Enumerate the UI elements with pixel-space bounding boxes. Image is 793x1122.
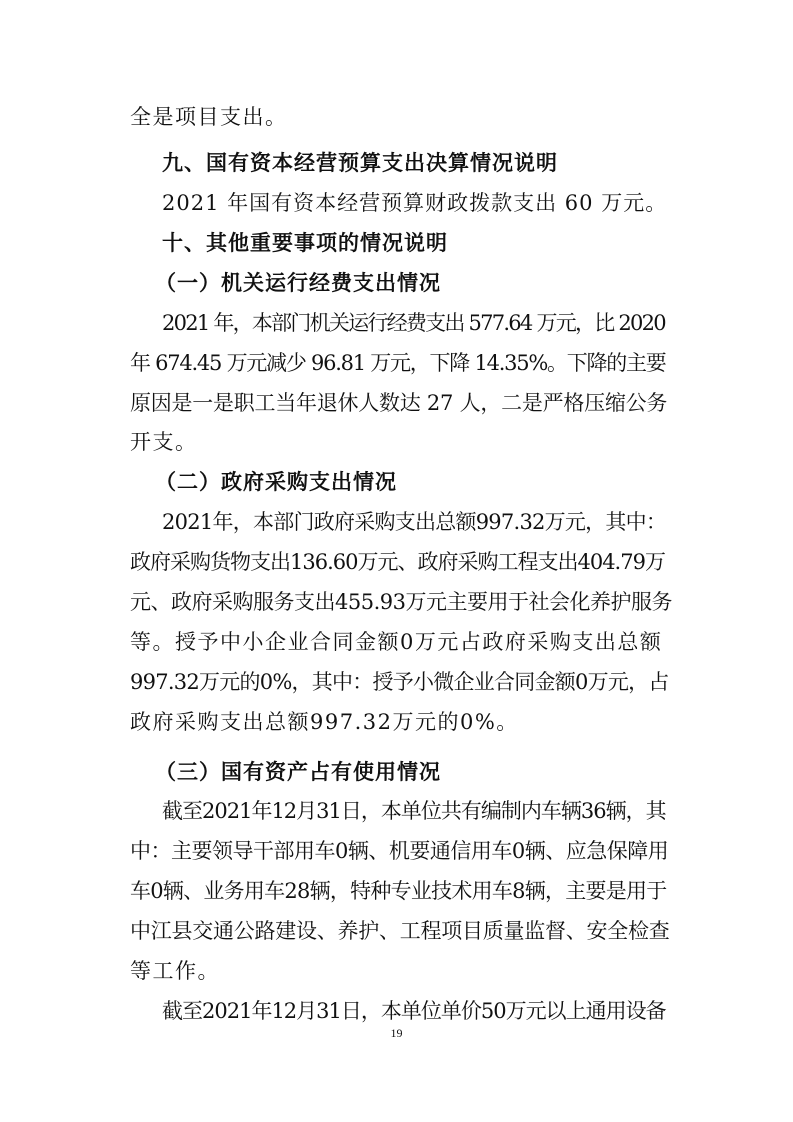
body-text-line: 全是项目支出。 bbox=[130, 105, 288, 129]
section-heading: 十、其他重要事项的情况说明 bbox=[162, 231, 448, 255]
body-text-line: 等。授予中小企业合同金额0万元占政府采购支出总额 bbox=[130, 630, 663, 654]
body-text-line: 元、政府采购服务支出455.93万元主要用于社会化养护服务 bbox=[130, 590, 672, 614]
subsection-heading: （三）国有资产占有使用情况 bbox=[155, 760, 441, 784]
body-text-line: 2021 年国有资本经营预算财政拨款支出 60 万元。 bbox=[162, 191, 668, 215]
body-text-line: 政府采购支出总额997.32万元的0%。 bbox=[130, 710, 519, 734]
body-text-line: 截至2021年12月31日，本单位单价50万元以上通用设备 bbox=[162, 999, 666, 1023]
body-text-line: 开支。 bbox=[130, 430, 198, 454]
subsection-heading: （二）政府采购支出情况 bbox=[155, 470, 397, 494]
section-heading: 九、国有资本经营预算支出决算情况说明 bbox=[162, 151, 558, 175]
body-text-line: 车0辆、业务用车28辆，特种专业技术用车8辆，主要是用于 bbox=[130, 879, 667, 903]
page-number: 19 bbox=[390, 1026, 403, 1040]
body-text-line: 政府采购货物支出136.60万元、政府采购工程支出404.79万 bbox=[130, 550, 665, 574]
body-text-line: 2021 年，本部门机关运行经费支出 577.64 万元，比 2020 bbox=[162, 311, 665, 335]
subsection-heading: （一）机关运行经费支出情况 bbox=[155, 271, 441, 295]
body-text-line: 等工作。 bbox=[130, 959, 220, 983]
body-text-line: 997.32万元的0%，其中：授予小微企业合同金额0万元，占 bbox=[130, 670, 669, 694]
body-text-line: 原因是一是职工当年退休人数达 27 人，二是严格压缩公务 bbox=[130, 391, 668, 415]
body-text-line: 2021年，本部门政府采购支出总额997.32万元，其中： bbox=[162, 510, 667, 534]
body-text-line: 年 674.45 万元减少 96.81 万元，下降 14.35%。下降的主要 bbox=[130, 351, 666, 375]
body-text-line: 截至2021年12月31日，本单位共有编制内车辆36辆，其 bbox=[162, 799, 666, 823]
body-text-line: 中江县交通公路建设、养护、工程项目质量监督、安全检查 bbox=[130, 919, 670, 943]
body-text-line: 中：主要领导干部用车0辆、机要通信用车0辆、应急保障用 bbox=[130, 839, 669, 863]
